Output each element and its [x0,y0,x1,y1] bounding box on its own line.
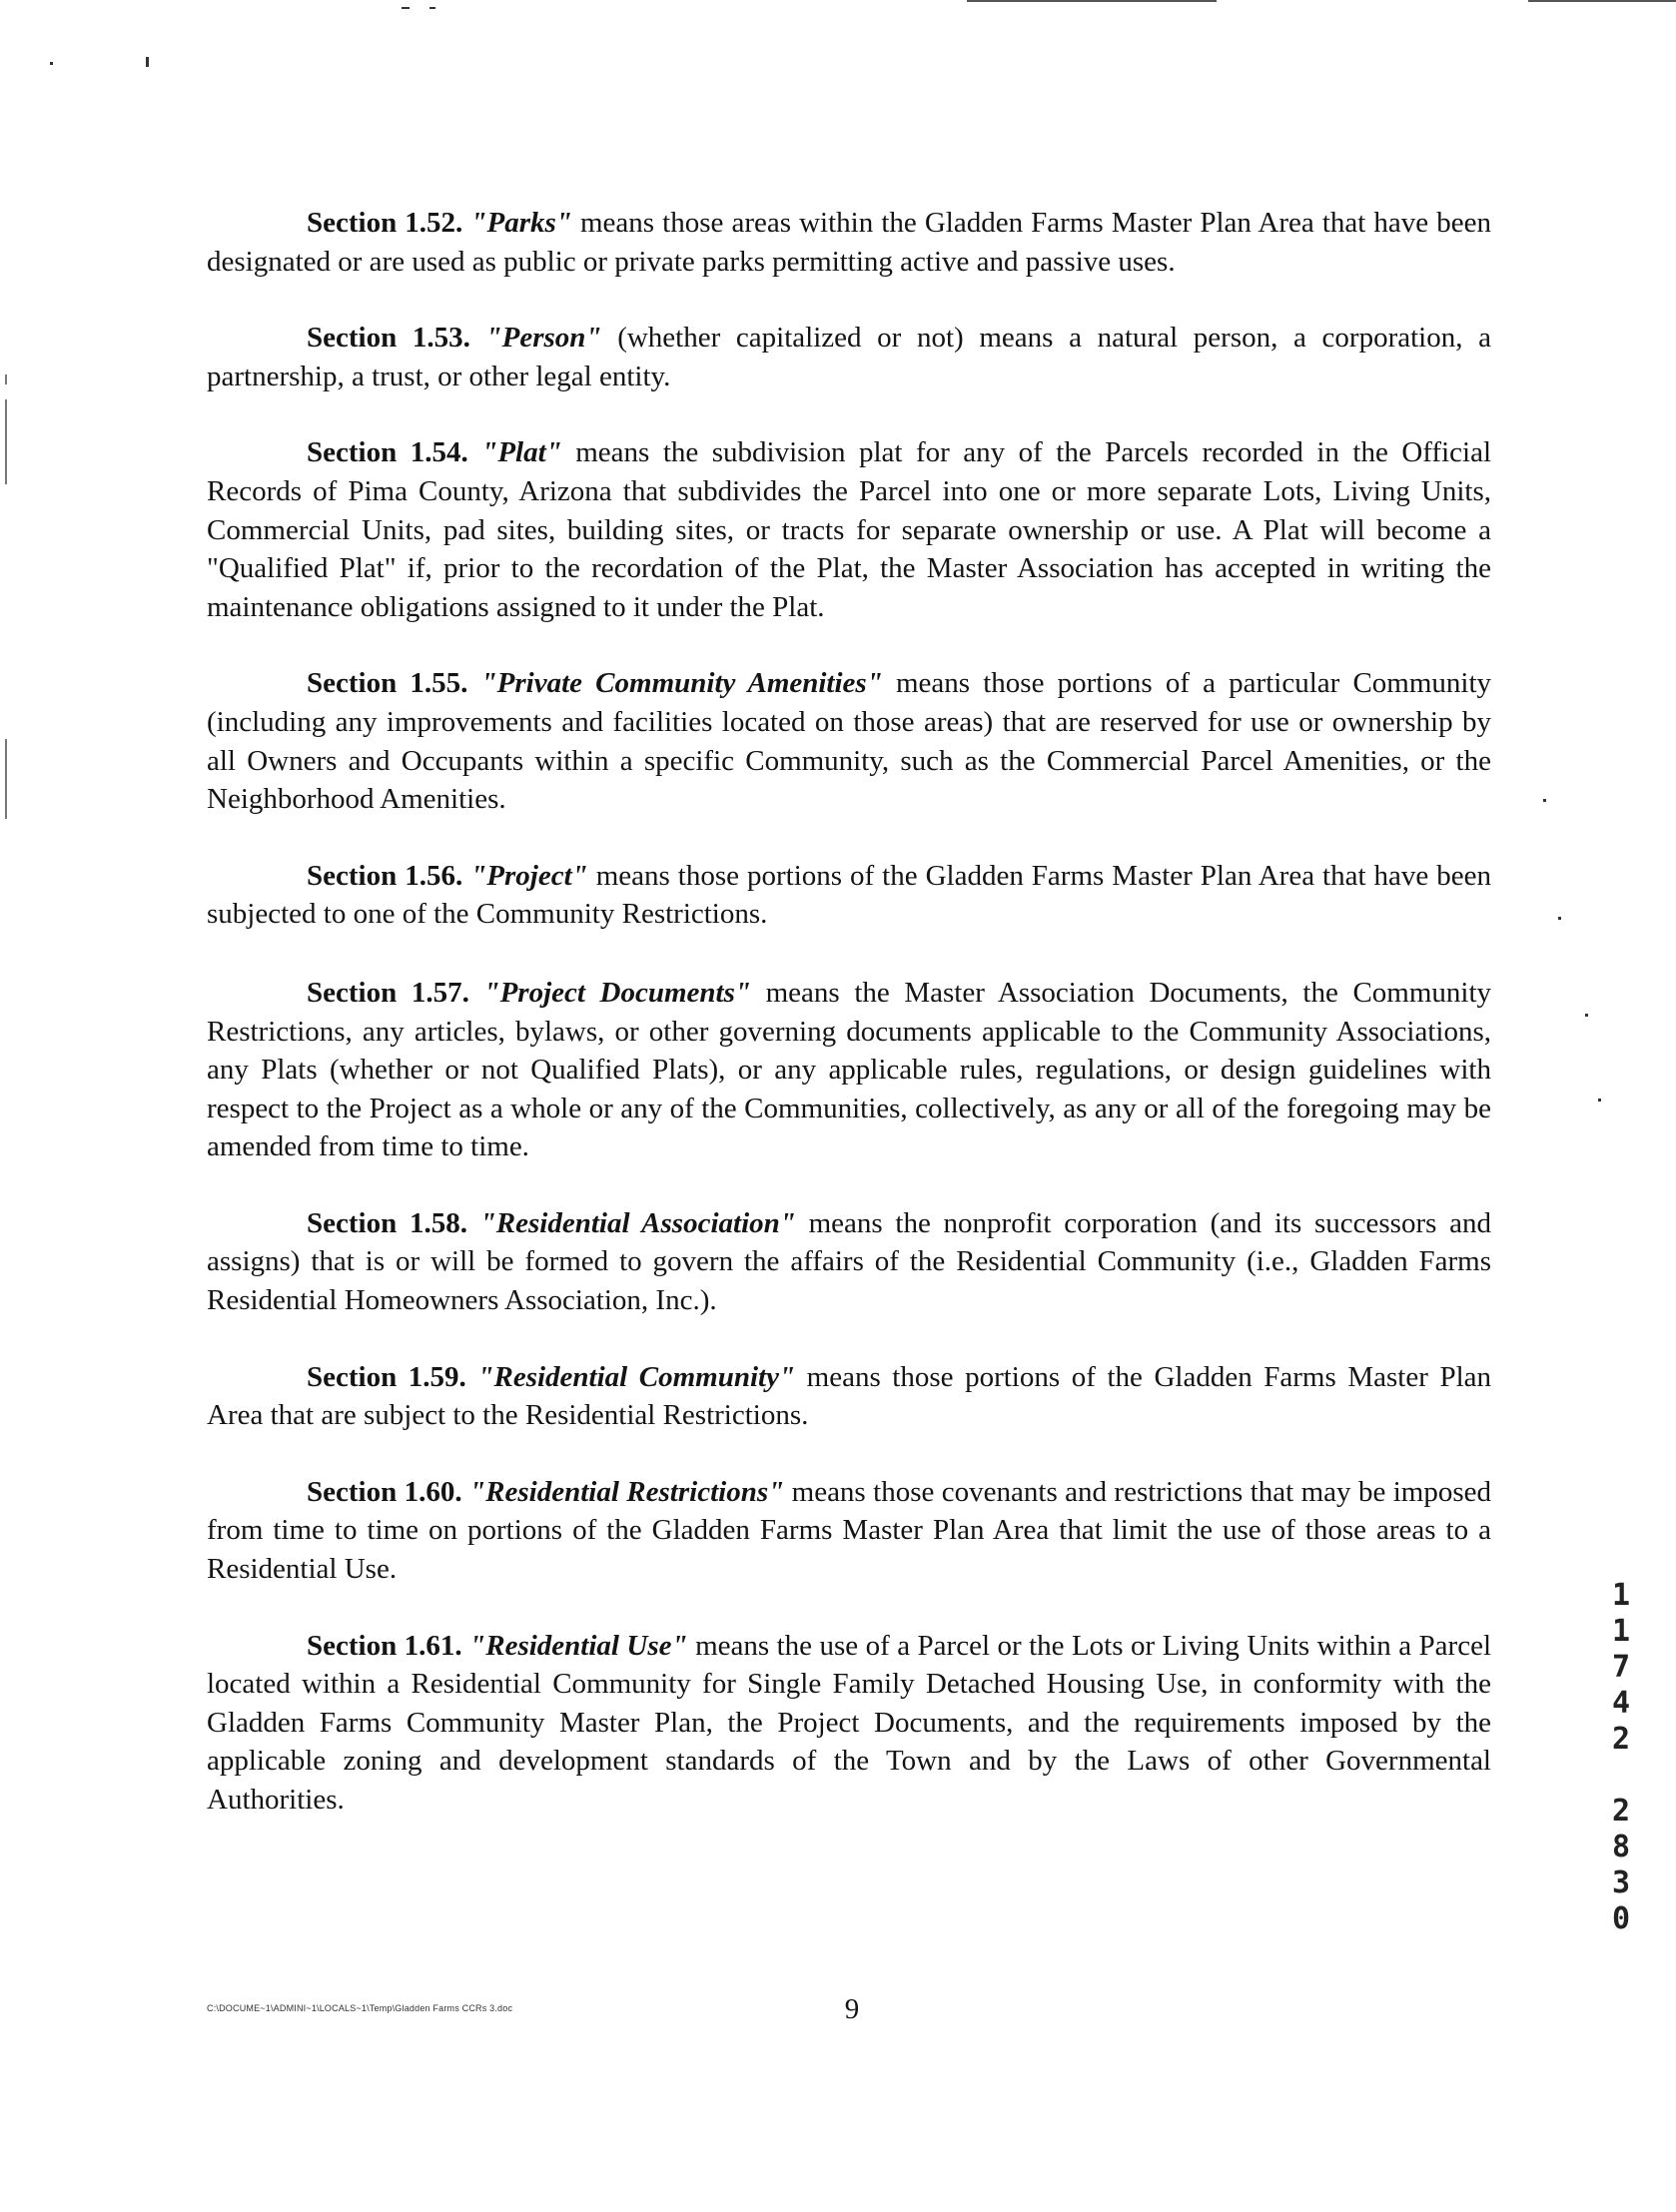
section-1-52 [207,204,1491,281]
scan-speck [50,62,53,65]
footer-file-path: C:\DOCUME~1\ADMINI~1\LOCALS~1\Temp\Gladden Farms CCRs 3.doc [207,2003,513,2013]
defined-term: "Residential Restrictions" [469,1475,785,1508]
section-label: Section 1.59. [307,1360,466,1393]
scan-speck [1585,1014,1588,1017]
section-label: Section 1.60. [307,1475,462,1508]
recording-digit: 7 [1611,1650,1631,1685]
section-text: means the use of a Parcel or the Lots or Living Units within a Parcel located within a Residential Community for Single Family Detached Housing Use, in conformity with the Gladden Farms Community Master Plan, the Project Documents, and the requirements imposed by the applicable zoning and development standards of the Town and by the Laws of other Governmental Authorities. [207,1629,1492,1816]
defined-term: "Residential Use" [469,1629,688,1662]
defined-term: "Residential Community" [477,1360,796,1393]
scan-speck [1558,917,1561,920]
section-1-61 [207,1627,1491,1820]
section-text: means the subdivision plat for any of the Parcels recorded in the Official Records of Pima County, Arizona that subdivides the Parcel into one or more separate Lots, Living Units, Commercial Units, pad sites, building sites, or tracts for separate ownership or use. A Plat will become a "Qualified Plat" if, prior to the recordation of the Plat, the Master Association has accepted in writing the maintenance obligations assigned to it under the Plat. [207,436,1492,623]
defined-term: "Residential Association" [479,1206,796,1239]
section-label: Section 1.55. [307,667,468,700]
scan-margin-tick [5,374,7,384]
defined-term: "Person" [485,322,602,355]
recording-digit: 2 [1611,1722,1631,1757]
section-1-59 [207,1358,1491,1435]
section-label: Section 1.61. [307,1629,462,1662]
defined-term: "Private Community Amenities" [480,667,883,700]
section-1-57 [207,974,1491,1166]
top-scan-line-right [1528,0,1676,2]
defined-term: "Project Documents" [483,976,751,1009]
recording-digit: 4 [1611,1686,1631,1721]
section-label: Section 1.54. [307,436,468,469]
recording-digit: 1 [1611,1614,1631,1649]
recording-digit: 8 [1611,1830,1631,1864]
top-scan-line [967,0,1217,2]
section-label: Section 1.56. [307,859,463,892]
scan-margin-tick [5,739,7,819]
section-text: means those covenants and restrictions that may be imposed from time to time on portions of the Gladden Farms Master Plan Area that limit the use of those areas to a Residential Use. [207,1475,1492,1586]
scan-speck [402,7,410,9]
section-1-54 [207,433,1491,626]
section-text: means those portions of the Gladden Farms Master Plan Area that are subject to the Residential Restrictions. [207,1360,1491,1432]
section-text: means the Master Association Documents, the Community Restrictions, any articles, bylaws, or other governing documents applicable to the Community Associations, any Plats (whether or not Qualified Plats), or any applicable rules, regulations, or design guidelines with respect to the Project as a whole or any of the Communities, collectively, as any or all of the foregoing may be amended from time to time. [207,976,1492,1163]
defined-term: "Parks" [470,207,572,239]
section-text: means the nonprofit corporation (and its successors and assigns) that is or will be formed to govern the affairs of the Residential Community (i.e., Gladden Farms Residential Homeowners Association, Inc.). [207,1206,1491,1317]
scan-speck [146,57,149,67]
section-text: (whether capitalized or not) means a natural person, a corporation, a partnership, a trust, or other legal entity. [207,322,1492,392]
recording-page [1608,1794,1634,1937]
section-label: Section 1.57. [307,976,469,1009]
recording-docket [1608,1578,1634,1758]
section-text: means those areas within the Gladden Farms Master Plan Area that have been designated or are used as public or private parks permitting active and passive uses. [207,207,1492,278]
scan-margin-tick [5,399,7,484]
section-1-56 [207,857,1491,934]
section-1-58 [207,1204,1491,1320]
section-label: Section 1.58. [307,1206,467,1239]
scan-speck [1543,799,1546,802]
recording-number [1608,1578,1634,1937]
section-1-55 [207,664,1491,818]
scan-speck [1598,1099,1601,1102]
scan-speck [429,7,435,9]
section-label: Section 1.53. [307,322,470,355]
document-body [207,204,1491,1857]
page-number: 9 [844,1993,860,2025]
section-text: means those portions of the Gladden Farms Master Plan Area that have been subjected to one of the Community Restrictions. [207,859,1491,931]
section-text: means those portions of a particular Community (including any improvements and facilities located on those areas) that are reserved for use or ownership by all Owners and Occupants within a specific Community, such as the Commercial Parcel Amenities, or the Neighborhood Amenities. [207,667,1492,816]
section-1-60 [207,1473,1491,1589]
recording-digit: 2 [1611,1794,1631,1829]
recording-digit: 1 [1611,1578,1631,1613]
section-label: Section 1.52. [307,207,463,239]
defined-term: "Plat" [481,436,562,469]
recording-digit: 0 [1611,1901,1631,1936]
recording-digit: 3 [1611,1865,1631,1900]
defined-term: "Project" [470,859,588,892]
section-1-53 [207,319,1491,395]
